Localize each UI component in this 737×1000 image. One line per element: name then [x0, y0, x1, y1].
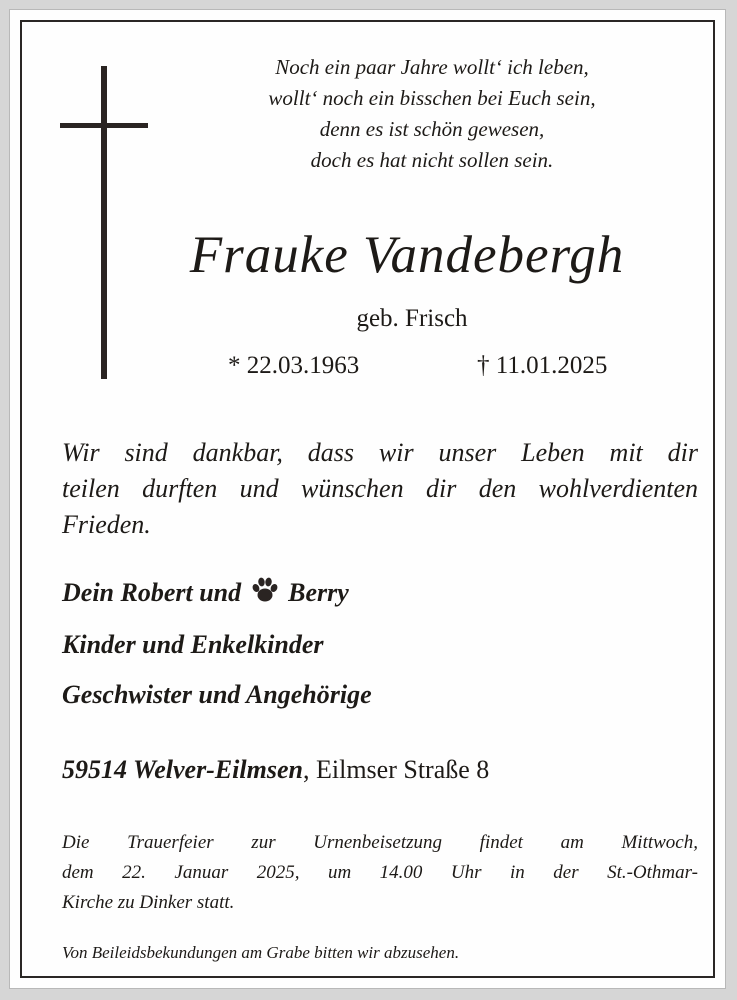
- birth-date: * 22.03.1963: [228, 352, 360, 379]
- deceased-name: Frauke Vandebergh: [189, 226, 625, 284]
- thanks-text: [62, 435, 698, 543]
- family-line-1: [62, 575, 349, 611]
- address-city: 59514 Welver-Eilmsen: [62, 755, 303, 784]
- obituary-card: [9, 9, 726, 989]
- family-line-1-end: Berry: [288, 578, 349, 607]
- family-line-1-start: Dein Robert und: [62, 578, 242, 607]
- service-info: [62, 828, 698, 918]
- obituary-frame: [20, 20, 715, 978]
- poem-line: denn es ist schön gewesen,: [319, 117, 545, 141]
- poem-line: doch es hat nicht sollen sein.: [310, 148, 554, 172]
- thanks-line: Frieden.: [62, 510, 151, 539]
- address: [62, 752, 489, 788]
- paw-icon: [250, 575, 280, 605]
- poem-line: wollt‘ noch ein bisschen bei Euch sein,: [268, 86, 596, 110]
- family-line-3: Geschwister und Angehörige: [62, 680, 372, 709]
- condolence-note: Von Beileidsbekundungen am Grabe bitten wir abzusehen.: [62, 943, 460, 962]
- poem-line: Noch ein paar Jahre wollt‘ ich leben,: [275, 55, 589, 79]
- thanks-line: teilen durften und wünschen dir den wohlverdienten: [62, 474, 698, 503]
- address-street: , Eilmser Straße 8: [302, 755, 490, 784]
- death-date: † 11.01.2025: [477, 352, 608, 379]
- service-line: dem 22. Januar 2025, um 14.00 Uhr in der St.-Othmar-: [62, 862, 698, 883]
- service-line: Kirche zu Dinker statt.: [62, 892, 235, 913]
- birth-name: geb. Frisch: [356, 305, 468, 332]
- family-line-2: Kinder und Enkelkinder: [62, 630, 324, 659]
- poem: [182, 52, 682, 176]
- thanks-line: Wir sind dankbar, dass wir unser Leben mit dir: [62, 438, 698, 467]
- service-line: Die Trauerfeier zur Urnenbeisetzung findet am Mittwoch,: [62, 832, 698, 853]
